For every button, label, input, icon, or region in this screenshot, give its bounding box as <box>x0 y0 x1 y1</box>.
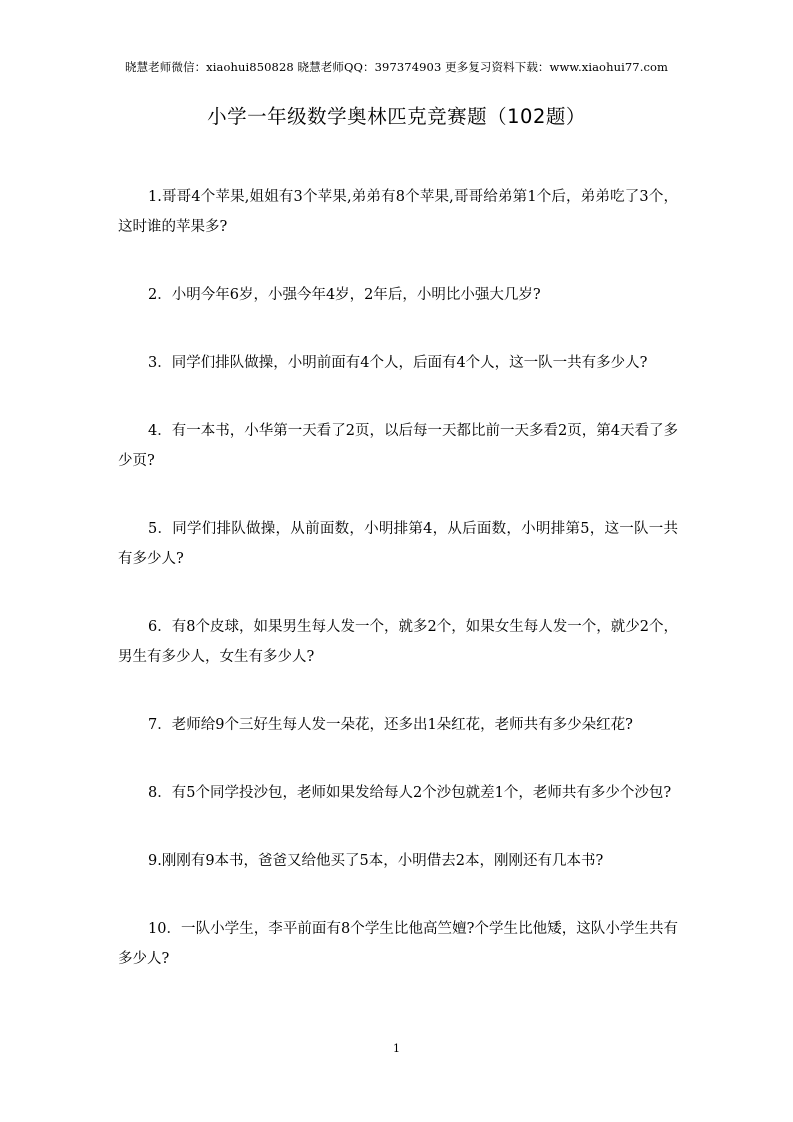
question-9: 9.刚刚有9本书，爸爸又给他买了5本，小明借去2本，刚刚还有几本书? <box>148 853 604 869</box>
question-5: 5．同学们排队做操，从前面数，小明排第4，从后面数，小明排第5，这一队一共有多少人? <box>118 521 678 567</box>
page-header: 晓慧老师微信：xiaohui850828 晓慧老师QQ：397374903 更多复习资料下载：www.xiaohui77.com <box>124 60 669 74</box>
question-6: 6．有8个皮球，如果男生每人发一个，就多2个，如果女生每人发一个，就少2个，男生有多少人，女生有多少人? <box>118 619 678 665</box>
question-1: 1.哥哥4个苹果,姐姐有3个苹果,弟弟有8个苹果,哥哥给弟第1个后，弟弟吃了3个，这时谁的苹果多? <box>118 189 678 235</box>
question-list <box>118 182 678 1012</box>
question-3: 3．同学们排队做操，小明前面有4个人，后面有4个人，这一队一共有多少人? <box>148 355 648 371</box>
page-number: 1 <box>393 1042 400 1055</box>
question-8: 8．有5个同学投沙包，老师如果发给每人2个沙包就差1个，老师共有多少个沙包? <box>148 785 672 801</box>
question-7: 7．老师给9个三好生每人发一朵花，还多出1朵红花，老师共有多少朵红花? <box>148 717 633 733</box>
question-4: 4．有一本书，小华第一天看了2页，以后每一天都比前一天多看2页，第4天看了多少页? <box>118 423 678 469</box>
page-title: 小学一年级数学奥林匹克竞赛题（102题） <box>207 105 586 128</box>
question-2: 2．小明今年6岁，小强今年4岁，2年后，小明比小强大几岁? <box>148 287 541 303</box>
question-10: 10．一队小学生，李平前面有8个学生比他高竺嬗?个学生比他矮，这队小学生共有多少人? <box>118 921 678 967</box>
